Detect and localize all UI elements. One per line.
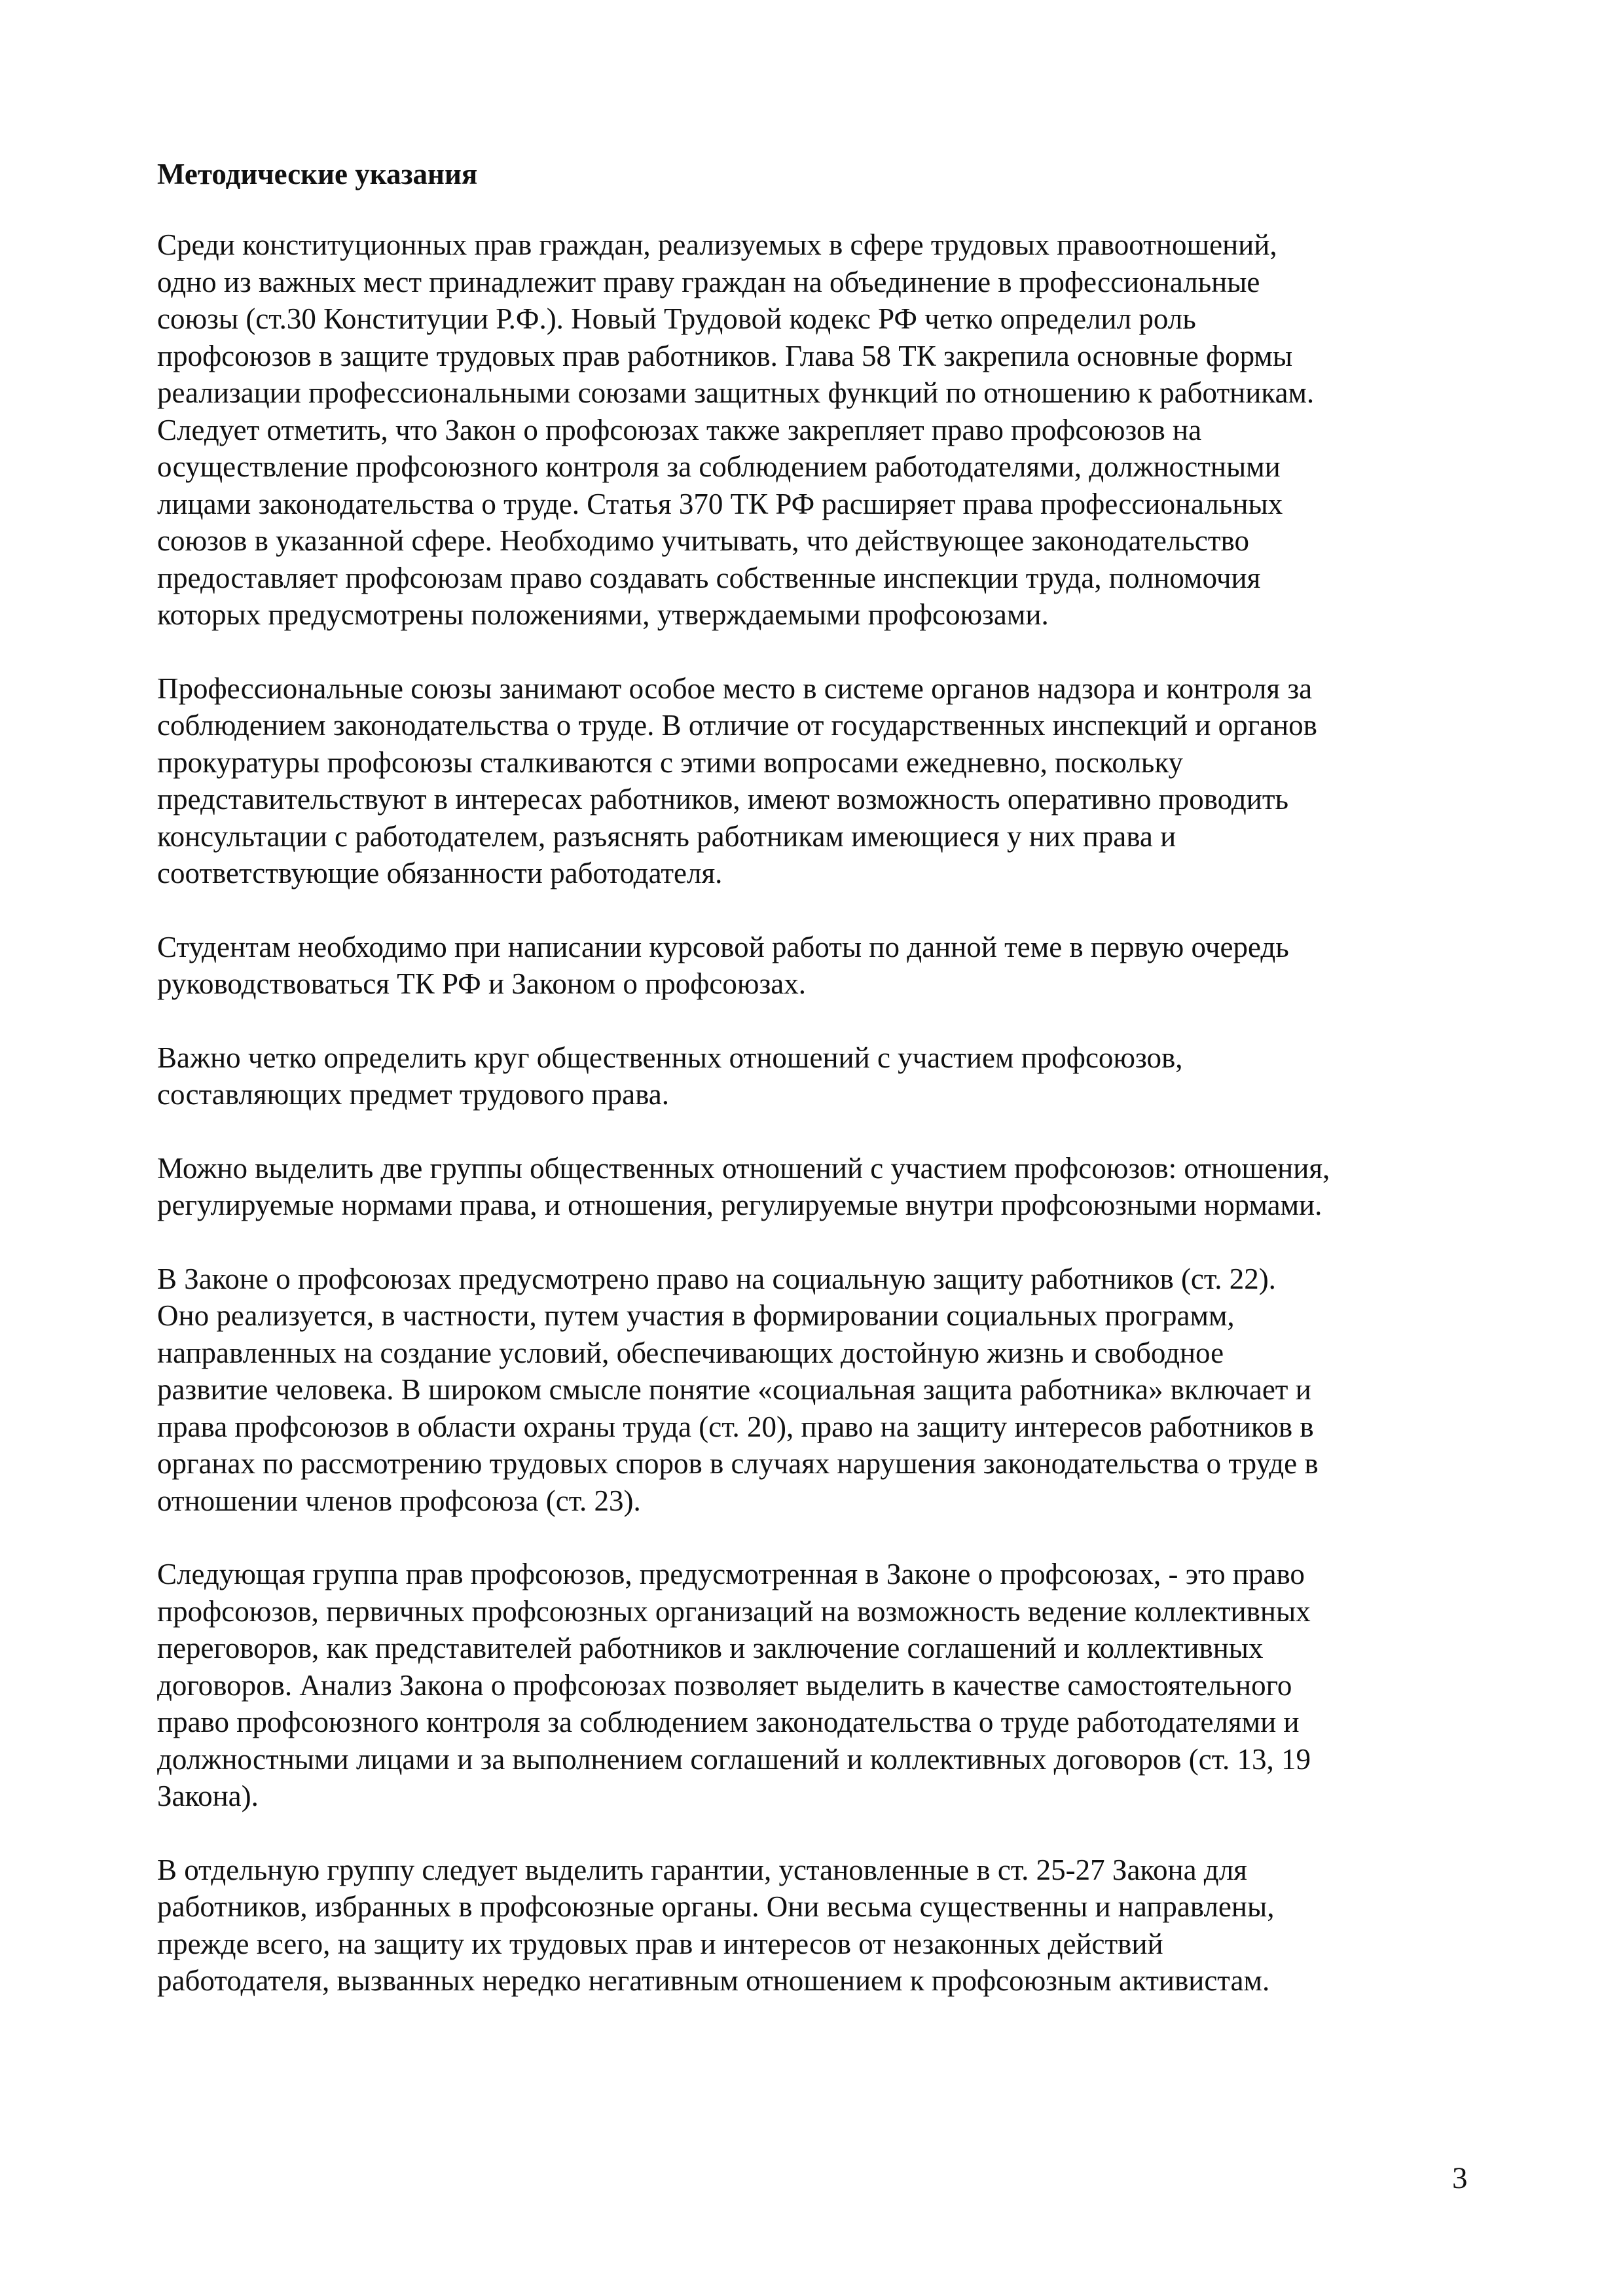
paragraph-5: Можно выделить две группы общественных отношений с участием профсоюзов: отношения, регулируемые нормами права, и отношения, регулируемые внутри профсоюзными нормами. (157, 1151, 1330, 1221)
paragraph-7: Следующая группа прав профсоюзов, предусмотренная в Законе о профсоюзах, - это право профсоюзов, первичных профсоюзных организаций на возможность ведение коллективных переговоров, как представителей работников и заключение соглашений и коллективных договоров. Анализ Закона о профсоюзах позволяет выделить в качестве самостоятельного право профсоюзного контроля за соблюдением законодательства о труде работодателями и должностными лицами и за выполнением соглашений и коллективных договоров (ст. 13, 19 Закона). (157, 1558, 1311, 1812)
page-number: 3 (1452, 2161, 1468, 2195)
paragraph-1: Среди конституционных прав граждан, реализуемых в сфере трудовых правоотношений, одно из важных мест принадлежит праву граждан на объединение в профессиональные союзы (ст.30 Конституции Р.Ф.). Новый Трудовой кодекс РФ четко определил роль профсоюзов в защите трудовых прав работников. Глава 58 ТК закрепила основные формы реализации профессиональными союзами защитных функций по отношению к работникам. Следует отметить, что Закон о профсоюзах также закрепляет право профсоюзов на осуществление профсоюзного контроля за соблюдением работодателями, должностными лицами законодательства о труде. Статья 370 ТК РФ расширяет права профессиональных союзов в указанной сфере. Необходимо учитывать, что действующее законодательство предоставляет профсоюзам право создавать собственные инспекции труда, полномочия которых предусмотрены положениями, утверждаемыми профсоюзами. (157, 228, 1315, 631)
paragraph-4: Важно четко определить круг общественных отношений с участием профсоюзов, составляющих предмет трудового права. (157, 1041, 1183, 1111)
paragraph-2: Профессиональные союзы занимают особое место в системе органов надзора и контроля за соблюдением законодательства о труде. В отличие от государственных инспекций и органов прокуратуры профсоюзы сталкиваются с этими вопросами ежедневно, поскольку представительствуют в интересах работников, имеют возможность оперативно проводить консультации с работодателем, разъяснять работникам имеющиеся у них права и соответствующие обязанности работодателя. (157, 672, 1317, 889)
paragraph-3: Студентам необходимо при написании курсовой работы по данной теме в первую очередь руководствоваться ТК РФ и Законом о профсоюзах. (157, 930, 1289, 1000)
section-heading: Методические указания (157, 158, 478, 190)
paragraph-6: В Законе о профсоюзах предусмотрено право на социальную защиту работников (ст. 22). Оно реализуется, в частности, путем участия в формировании социальных программ, направленных на создание условий, обеспечивающих достойную жизнь и свободное развитие человека. В широком смысле понятие «социальная защита работника» включает и права профсоюзов в области охраны труда (ст. 20), право на защиту интересов работников в органах по рассмотрению трудовых споров в случаях нарушения законодательства о труде в отношении членов профсоюза (ст. 23). (157, 1262, 1319, 1517)
document-page (157, 156, 1480, 2036)
paragraph-8: В отдельную группу следует выделить гарантии, установленные в ст. 25-27 Закона для работников, избранных в профсоюзные органы. Они весьма существенны и направлены, прежде всего, на защиту их трудовых прав и интересов от незаконных действий работодателя, вызванных нередко негативным отношением к профсоюзным активистам. (157, 1853, 1275, 1997)
